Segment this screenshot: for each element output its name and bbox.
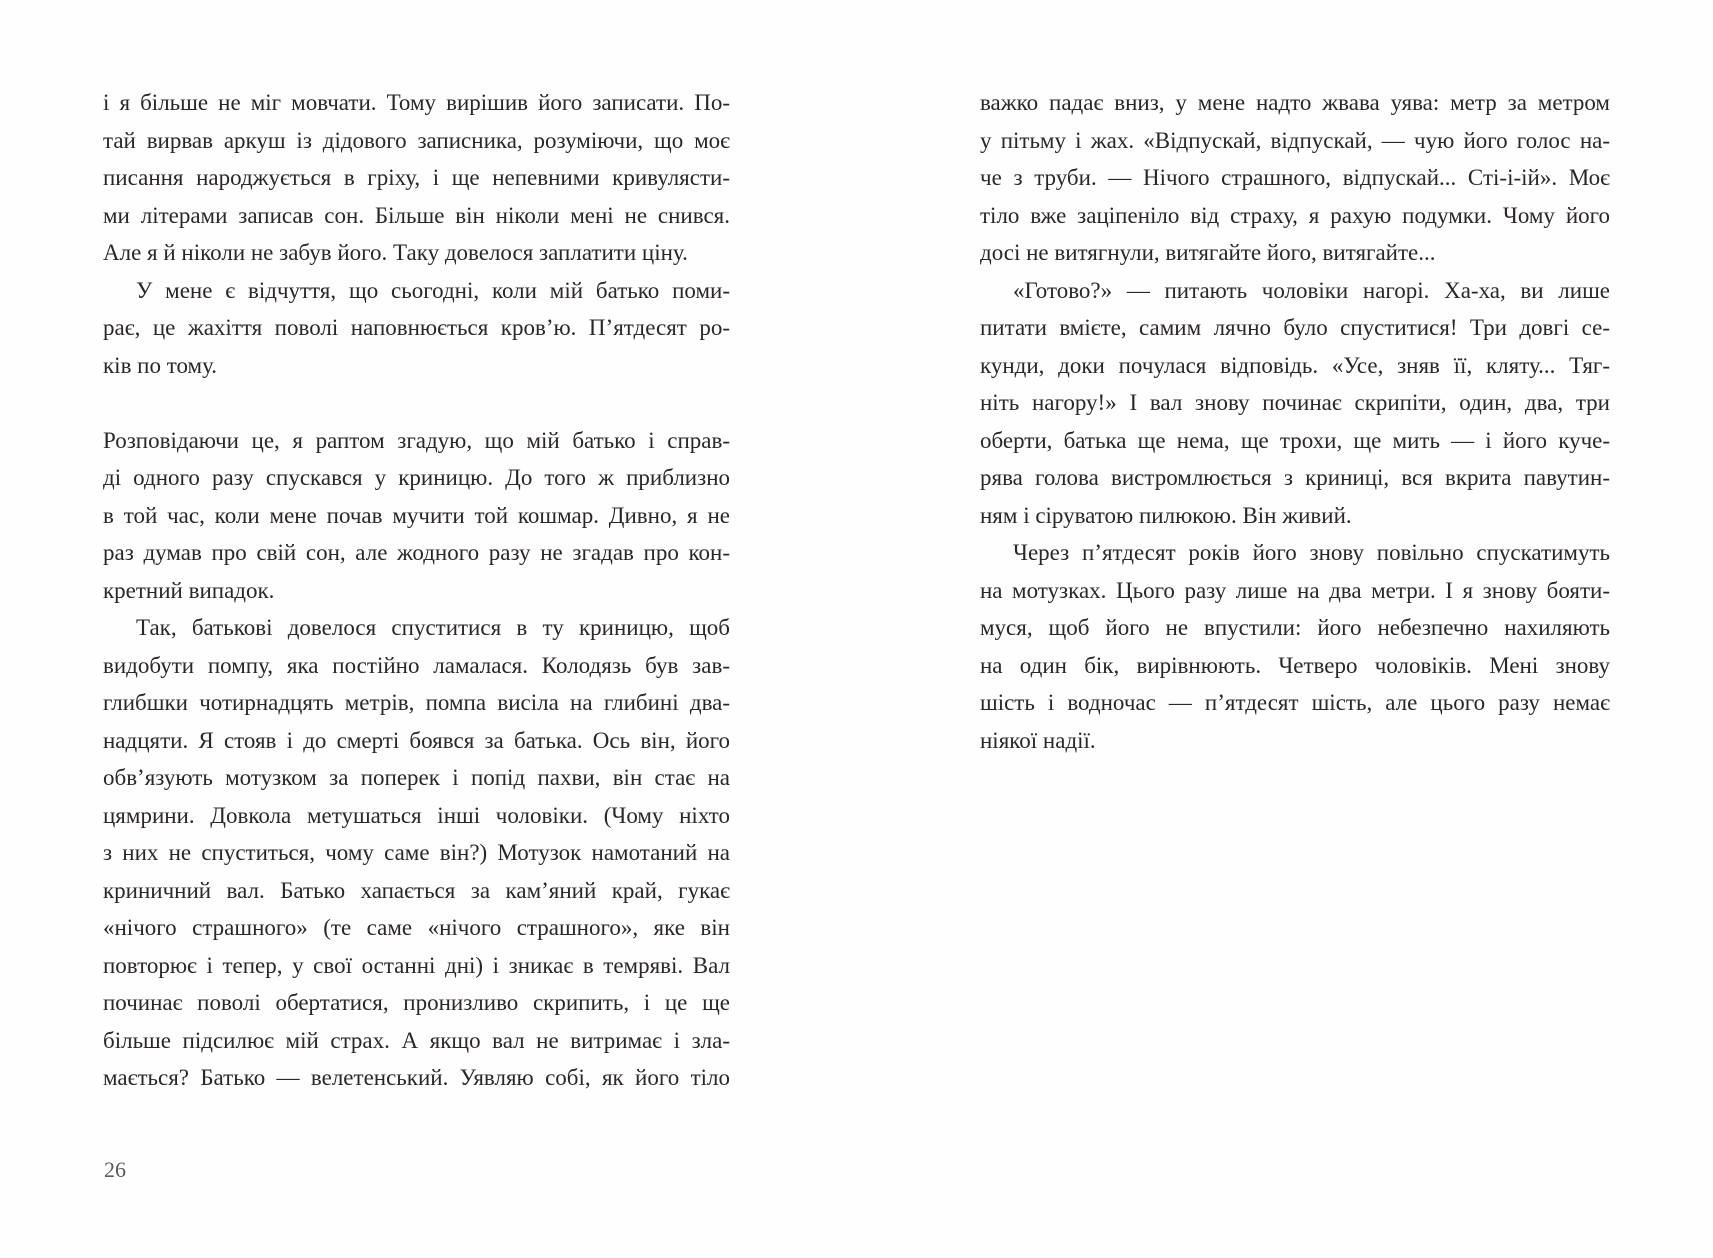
text-line: криничний вал. Батько хапається за кам’яний край, гукає — [103, 877, 730, 903]
text-line: «нічого страшного» (те саме «нічого страшного», яке він — [103, 915, 730, 940]
text-line: Через п’ятдесят років його знову повільно спускатимуть — [1013, 540, 1610, 565]
text-line: Але я й ніколи не забув його. Таку довелося заплатити ціну. — [103, 240, 688, 265]
text-line: рява голова вистромлюється з криниці, вся вкрита павутин- — [980, 465, 1610, 490]
paragraph — [103, 422, 730, 610]
text-line: обв’язують мотузком за поперек і попід пахви, він стає на — [103, 765, 730, 790]
text-line: оберти, батька ще нема, ще трохи, ще мить — і його куче- — [980, 427, 1610, 453]
text-line: повторює і тепер, у свої останні дні) і зникає в темряві. Вал — [103, 952, 730, 978]
text-line: У мене є відчуття, що сьогодні, коли мій батько поми- — [136, 277, 730, 303]
text-line: в той час, коли мене почав мучити той кошмар. Дивно, я не — [103, 502, 730, 528]
text-line: тіло вже заціпеніло від страху, я рахую подумки. Чому його — [980, 202, 1610, 228]
text-line: у пітьму і жах. «Відпускай, відпускай, — чую його голос на- — [980, 127, 1610, 153]
text-line: Так, батькові довелося спуститися в ту криницю, щоб — [136, 615, 730, 640]
text-line: ніякої надії. — [980, 727, 1096, 753]
text-line: починає поволі обертатися, пронизливо скрипить, і це ще — [103, 990, 730, 1015]
text-line: муся, щоб його не впустили: його небезпечно нахиляють — [980, 615, 1610, 640]
left-page-text-column — [103, 84, 730, 1097]
page-number: 26 — [104, 1157, 126, 1182]
text-line: ніть нагору!» І вал знову починає скрипіти, один, два, три — [980, 390, 1610, 415]
paragraph — [103, 609, 730, 1097]
paragraph — [980, 534, 1610, 759]
text-line: і я більше не міг мовчати. Тому вирішив його записати. По- — [103, 90, 730, 115]
paragraph — [103, 272, 730, 385]
text-line: че з труби. — Нічого страшного, відпускай... Сті-і-ій». Моє — [980, 165, 1610, 190]
paragraph — [980, 84, 1610, 272]
text-line: шість і водночас — п’ятдесят шість, але цього разу немає — [980, 690, 1610, 715]
text-line: на мотузках. Цього разу лише на два метри. І я знову бояти- — [980, 577, 1610, 603]
text-line: на один бік, вирівнюють. Четверо чоловіків. Мені знову — [980, 652, 1610, 678]
text-line: писання народжується в гріху, і ще непевними кривулясти- — [103, 165, 730, 190]
paragraph — [980, 272, 1610, 535]
text-line: мається? Батько — велетенський. Уявляю собі, як його тіло — [103, 1065, 730, 1090]
text-line: питати вмієте, самим лячно було спуститися! Три довгі се- — [980, 315, 1610, 340]
paragraph — [103, 84, 730, 272]
text-line: ням і сіруватою пилюкою. Він живий. — [980, 502, 1352, 528]
text-line: кунди, доки почулася відповідь. «Усе, зняв її, кляту... Тяг- — [980, 352, 1610, 378]
text-line: більше підсилює мій страх. А якщо вал не витримає і зла- — [103, 1027, 730, 1053]
text-line: цямрини. Довкола метушаться інші чоловіки. (Чому ніхто — [103, 802, 730, 828]
text-line: глибшки чотирнадцять метрів, помпа висіла на глибині два- — [103, 690, 730, 715]
text-line: з них не спуститься, чому саме він?) Мотузок намотаний на — [103, 840, 730, 865]
text-line: тай вирвав аркуш із дідового записника, розуміючи, що моє — [103, 127, 730, 153]
right-page-text-column — [980, 84, 1610, 759]
text-line: досі не витягнули, витягайте його, витягайте... — [980, 240, 1436, 265]
text-line: надцяти. Я стояв і до смерті боявся за батька. Ось він, його — [103, 727, 730, 753]
text-line: видобути помпу, яка постійно ламалася. Колодязь був зав- — [103, 652, 730, 678]
text-line: Розповідаючи це, я раптом згадую, що мій батько і справ- — [103, 427, 730, 453]
text-line: важко падає вниз, у мене надто жвава уява: метр за метром — [980, 90, 1610, 115]
text-line: ків по тому. — [103, 352, 218, 378]
text-line: ді одного разу спускався у криницю. До того ж приблизно — [103, 465, 730, 490]
text-line: «Готово?» — питають чоловіки нагорі. Ха-ха, ви лише — [1013, 277, 1610, 303]
text-line: рає, це жахіття поволі наповнюється кров’ю. П’ятдесят ро- — [103, 315, 730, 340]
text-line: раз думав про свій сон, але жодного разу не згадав про кон- — [103, 540, 730, 565]
text-line: ми літерами записав сон. Більше він ніколи мені не снився. — [103, 202, 730, 228]
text-line: кретний випадок. — [103, 577, 275, 603]
